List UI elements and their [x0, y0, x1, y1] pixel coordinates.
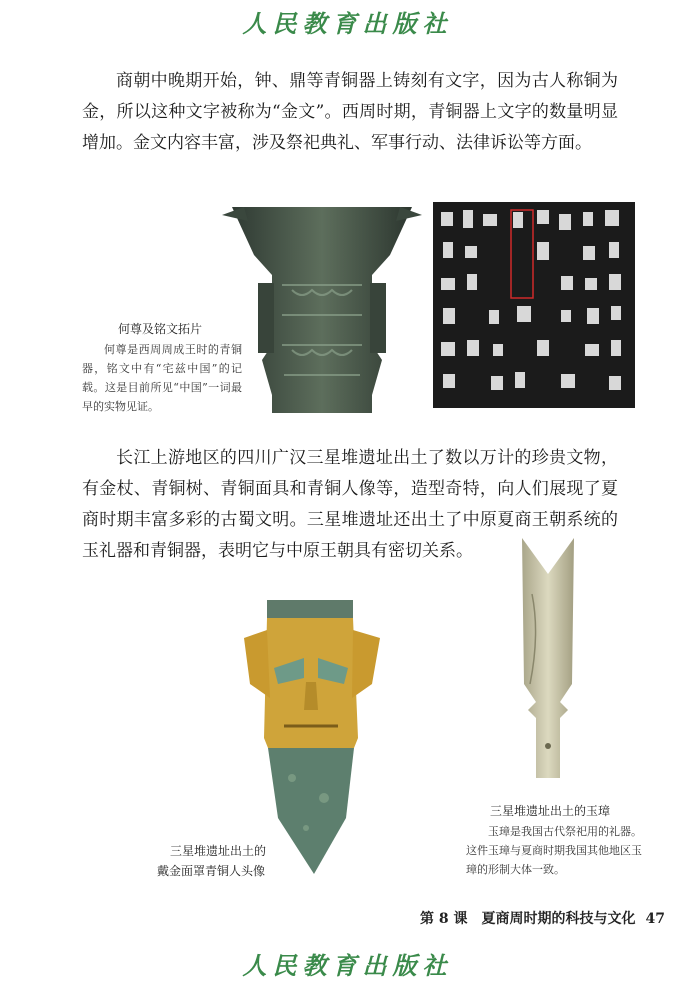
paragraph-jinwen: 商朝中晚期开始，钟、鼎等青铜器上铸刻有文字，因为古人称铜为金，所以这种文字被称为“金文”。西周时期，青铜器上文字的数量明显增加。金文内容丰富，涉及祭祀典礼、军事行动、法律诉讼等方面。: [82, 71, 618, 153]
gold-mask-head-image: [232, 598, 392, 876]
publisher-logo-bottom: 人民教育出版社: [242, 951, 453, 980]
yuzhang-caption-desc: 玉璋是我国古代祭祀用的礼器。这件玉璋与夏商时期我国其他地区玉璋的形制大体一致。: [466, 825, 642, 876]
paragraph-sanxingdui: 长江上游地区的四川广汉三星堆遗址出土了数以万计的珍贵文物，有金杖、青铜树、青铜面具和青铜人像等，造型奇特，向人们展现了夏商时期丰富多彩的古蜀文明。三星堆遗址还出土了中原夏商王朝系统的玉礼器和青铜器，表明它与中原王朝具有密切关系。: [82, 448, 618, 561]
publisher-logo-top: 人民教育出版社: [242, 9, 453, 38]
page-footer: [420, 908, 665, 928]
jade-zhang-image: [512, 534, 584, 780]
mask-head-caption-line1: 三星堆遗址出土的: [170, 844, 267, 858]
yuzhang-caption-title: 三星堆遗址出土的玉璋: [490, 804, 611, 818]
lesson-title: 第 8 课 夏商周时期的科技与文化: [420, 911, 636, 927]
mask-head-caption-line2: 戴金面罩青铜人头像: [157, 864, 266, 878]
page-number: 47: [645, 911, 665, 927]
hezun-caption-title: 何尊及铭文拓片: [118, 322, 203, 336]
inscription-rubbing-image: [433, 202, 635, 408]
hezun-vessel-image: [222, 195, 422, 417]
hezun-caption-desc: 何尊是西周周成王时的青铜器，铭文中有“宅兹中国”的记载。这是目前所见“中国”一词最早的实物见证。: [82, 343, 242, 413]
